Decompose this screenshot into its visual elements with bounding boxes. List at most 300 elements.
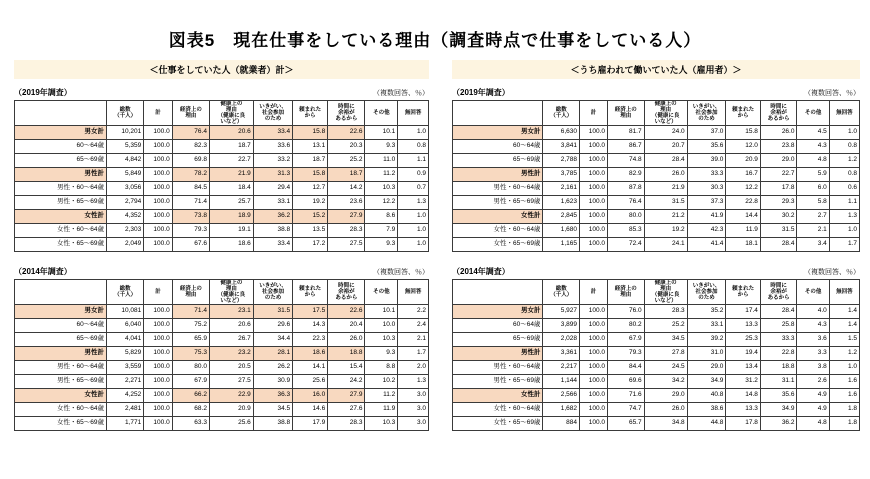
table-cell: 2,794 (107, 196, 144, 210)
table-cell: 24.0 (644, 126, 687, 140)
table-cell: 1.1 (398, 154, 429, 168)
table-cell: 1.0 (829, 126, 859, 140)
table-cell: 33.4 (253, 238, 292, 252)
table-cell: 21.2 (644, 210, 687, 224)
table-cell: 20.7 (644, 140, 687, 154)
table-cell: 13.5 (293, 224, 328, 238)
table-cell: 1.3 (398, 375, 429, 389)
table-cell: 16.7 (726, 168, 760, 182)
table-cell: 82.9 (608, 168, 645, 182)
table-row (453, 319, 860, 333)
table-cell: 1.2 (829, 154, 859, 168)
table-cell: 25.2 (328, 154, 365, 168)
table-row (15, 389, 429, 403)
table-cell: 33.4 (253, 126, 292, 140)
table-cell: 100.0 (144, 196, 172, 210)
table-cell: 3,559 (107, 361, 144, 375)
table-cell: 11.9 (365, 403, 398, 417)
table-cell: 3.0 (398, 403, 429, 417)
row-label: 男性・60～64歳 (15, 361, 107, 375)
table-cell: 100.0 (144, 168, 172, 182)
table-cell: 26.0 (644, 168, 687, 182)
table-cell: 87.8 (608, 182, 645, 196)
row-label: 女性・65～69歳 (453, 238, 543, 252)
table-cell: 4,352 (107, 210, 144, 224)
table-note: （複数回答、％） (373, 90, 429, 97)
table-cell: 28.4 (644, 154, 687, 168)
table-cell: 4.9 (797, 403, 829, 417)
table-row (15, 375, 429, 389)
table-cell: 100.0 (144, 417, 172, 431)
table-note: （複数回答、％） (804, 269, 860, 277)
column-header: 無回答 (398, 101, 429, 126)
table-cell: 73.8 (172, 210, 209, 224)
table-row (453, 417, 860, 431)
table-cell: 100.0 (580, 319, 608, 333)
table-cell: 26.0 (328, 333, 365, 347)
table-cell: 31.5 (644, 196, 687, 210)
table-cell: 8.6 (365, 210, 398, 224)
table-cell: 75.3 (172, 347, 209, 361)
table-cell: 30.2 (760, 210, 797, 224)
table-cell: 100.0 (144, 154, 172, 168)
table-cell: 18.7 (209, 140, 253, 154)
table-cell: 100.0 (580, 126, 608, 140)
row-label: 男性・65～69歳 (453, 375, 543, 389)
table-cell: 36.2 (253, 210, 292, 224)
table-cell: 10.1 (365, 305, 398, 319)
table-cell: 67.9 (172, 375, 209, 389)
table-cell: 100.0 (144, 305, 172, 319)
table-cell: 71.6 (608, 389, 645, 403)
column-header: 総数 （千人） (107, 101, 144, 126)
column-header: 頼まれた から (293, 101, 328, 126)
table-cell: 17.8 (726, 417, 760, 431)
table-cell: 76.0 (608, 305, 645, 319)
column-header: 時間に 余裕が あるから (328, 101, 365, 126)
table-cell: 100.0 (144, 319, 172, 333)
column-header: 計 (580, 280, 608, 305)
column-header (453, 280, 543, 305)
table-cell: 11.0 (365, 154, 398, 168)
row-label: 男性計 (15, 168, 107, 182)
row-label: 65～69歳 (453, 333, 543, 347)
table-cell: 33.6 (253, 140, 292, 154)
row-label: 60～64歳 (15, 140, 107, 154)
table-row (453, 333, 860, 347)
table-cell: 4,842 (107, 154, 144, 168)
table-cell: 22.6 (328, 305, 365, 319)
table-cell: 2.4 (398, 319, 429, 333)
table-cell: 20.5 (209, 361, 253, 375)
table-row (15, 403, 429, 417)
table-cell: 100.0 (580, 403, 608, 417)
table-cell: 1.4 (829, 305, 859, 319)
table-cell: 100.0 (144, 140, 172, 154)
table-cell: 6.0 (797, 182, 829, 196)
row-label: 女性・65～69歳 (15, 417, 107, 431)
table-cell: 11.2 (365, 168, 398, 182)
table-cell: 1.6 (829, 375, 859, 389)
column-header: 無回答 (829, 101, 859, 126)
left-column (14, 60, 429, 431)
column-header: 計 (144, 101, 172, 126)
table-cell: 28.4 (760, 305, 797, 319)
table-cell: 34.5 (644, 333, 687, 347)
table-cell: 1.0 (398, 210, 429, 224)
table-cell: 1.0 (829, 361, 859, 375)
table-cell: 31.2 (726, 375, 760, 389)
table-cell: 1.0 (829, 224, 859, 238)
table-cell: 1.2 (829, 347, 859, 361)
block-spacer (14, 252, 429, 264)
table-cell: 80.2 (608, 319, 645, 333)
table-cell: 7.9 (365, 224, 398, 238)
table-cell: 31.0 (687, 347, 726, 361)
table-cell: 100.0 (580, 168, 608, 182)
column-header: いきがい、 社会参加 のため (687, 101, 726, 126)
table-cell: 67.9 (608, 333, 645, 347)
row-label: 女性・65～69歳 (453, 417, 543, 431)
table-cell: 34.9 (687, 375, 726, 389)
table-cell: 1,623 (543, 196, 580, 210)
table-cell: 38.8 (253, 224, 292, 238)
table-cell: 27.5 (328, 238, 365, 252)
column-header: 無回答 (829, 280, 859, 305)
table-cell: 100.0 (144, 224, 172, 238)
row-label: 男女計 (453, 305, 543, 319)
right-column (452, 60, 860, 431)
table-cell: 12.0 (726, 140, 760, 154)
table-cell: 27.8 (644, 347, 687, 361)
table-cell: 35.2 (687, 305, 726, 319)
table-cell: 0.8 (398, 140, 429, 154)
row-label: 女性・65～69歳 (15, 238, 107, 252)
table-cell: 13.3 (726, 403, 760, 417)
block-spacer (452, 252, 860, 264)
table-cell: 23.1 (209, 305, 253, 319)
table-cell: 41.4 (687, 238, 726, 252)
column-header: いきがい、 社会参加 のため (253, 101, 292, 126)
table-row (15, 140, 429, 154)
table-cell: 33.3 (687, 168, 726, 182)
row-label: 65～69歳 (15, 154, 107, 168)
table-cell: 24.1 (644, 238, 687, 252)
table-row (15, 126, 429, 140)
table-cell: 1.7 (398, 347, 429, 361)
table-cell: 78.2 (172, 168, 209, 182)
table-cell: 74.7 (608, 403, 645, 417)
column-header: 時間に 余裕が あるから (328, 280, 365, 305)
table-cell: 28.3 (644, 305, 687, 319)
table-cell: 22.8 (726, 196, 760, 210)
table-cell: 3.4 (797, 238, 829, 252)
data-table (452, 279, 860, 431)
column-header: その他 (365, 101, 398, 126)
table-cell: 2,161 (543, 182, 580, 196)
row-label: 男女計 (15, 305, 107, 319)
table-note: （複数回答、％） (373, 269, 429, 277)
table-cell: 11.2 (365, 389, 398, 403)
table-cell: 2.1 (797, 224, 829, 238)
table-cell: 22.8 (760, 347, 797, 361)
column-header: 経済上の 理由 (608, 101, 645, 126)
table-cell: 28.4 (760, 238, 797, 252)
left-section-band: ＜仕事をしていた人（就業者）計＞ (14, 60, 429, 79)
table-cell: 12.2 (726, 182, 760, 196)
table-cell: 14.2 (328, 182, 365, 196)
table-cell: 2,049 (107, 238, 144, 252)
table-block (14, 85, 429, 252)
table-cell: 2,217 (543, 361, 580, 375)
table-cell: 15.8 (293, 168, 328, 182)
table-cell: 1.3 (829, 210, 859, 224)
table-cell: 38.6 (687, 403, 726, 417)
table-cell: 75.2 (172, 319, 209, 333)
table-cell: 4,041 (107, 333, 144, 347)
table-cell: 1.5 (829, 333, 859, 347)
table-cell: 33.3 (760, 333, 797, 347)
table-cell: 37.3 (687, 196, 726, 210)
table-cell: 4.8 (797, 417, 829, 431)
table-cell: 10.2 (365, 375, 398, 389)
table-caption-row (452, 85, 860, 100)
table-cell: 28.1 (253, 347, 292, 361)
page-title: 図表5 現在仕事をしている理由（調査時点で仕事をしている人） (168, 31, 702, 50)
table-row (453, 140, 860, 154)
table-cell: 100.0 (144, 361, 172, 375)
table-cell: 22.6 (328, 126, 365, 140)
table-cell: 1,680 (543, 224, 580, 238)
table-cell: 84.4 (608, 361, 645, 375)
column-header: 経済上の 理由 (608, 280, 645, 305)
table-cell: 20.4 (328, 319, 365, 333)
table-cell: 29.3 (760, 196, 797, 210)
table-cell: 100.0 (144, 347, 172, 361)
table-cell: 26.7 (209, 333, 253, 347)
table-cell: 76.4 (172, 126, 209, 140)
table-header-row (453, 101, 860, 126)
table-row (453, 196, 860, 210)
table-cell: 20.6 (209, 126, 253, 140)
column-header (15, 101, 107, 126)
table-cell: 4.3 (797, 140, 829, 154)
table-cell: 14.3 (293, 319, 328, 333)
table-cell: 41.9 (687, 210, 726, 224)
table-cell: 36.2 (760, 417, 797, 431)
table-cell: 27.6 (328, 403, 365, 417)
table-cell: 0.7 (398, 182, 429, 196)
row-label: 男性・60～64歳 (453, 361, 543, 375)
table-row (453, 168, 860, 182)
table-cell: 72.4 (608, 238, 645, 252)
table-cell: 25.3 (726, 333, 760, 347)
table-row (453, 305, 860, 319)
table-cell: 30.3 (687, 182, 726, 196)
table-cell: 884 (543, 417, 580, 431)
table-cell: 100.0 (144, 210, 172, 224)
row-label: 女性計 (15, 389, 107, 403)
data-table (14, 279, 429, 431)
table-cell: 1.4 (829, 319, 859, 333)
table-cell: 14.6 (293, 403, 328, 417)
data-table (452, 100, 860, 252)
survey-year-label: （2014年調査） (14, 267, 72, 277)
table-row (15, 224, 429, 238)
table-cell: 5,359 (107, 140, 144, 154)
table-cell: 22.9 (209, 389, 253, 403)
table-cell: 17.9 (293, 417, 328, 431)
table-note: （複数回答、％） (804, 90, 860, 97)
table-cell: 100.0 (580, 305, 608, 319)
table-row (15, 210, 429, 224)
table-cell: 18.8 (328, 347, 365, 361)
table-row (453, 375, 860, 389)
table-cell: 4.8 (797, 154, 829, 168)
table-row (453, 347, 860, 361)
table-cell: 4,252 (107, 389, 144, 403)
table-cell: 26.0 (760, 126, 797, 140)
row-label: 65～69歳 (15, 333, 107, 347)
table-cell: 84.5 (172, 182, 209, 196)
table-cell: 0.6 (829, 182, 859, 196)
table-cell: 100.0 (580, 417, 608, 431)
table-cell: 0.8 (829, 168, 859, 182)
data-table (14, 100, 429, 252)
table-cell: 100.0 (580, 224, 608, 238)
table-cell: 80.0 (172, 361, 209, 375)
table-cell: 33.1 (253, 196, 292, 210)
row-label: 女性計 (453, 210, 543, 224)
table-cell: 2.2 (398, 305, 429, 319)
table-cell: 68.2 (172, 403, 209, 417)
table-cell: 3,899 (543, 319, 580, 333)
table-caption-row (14, 264, 429, 279)
table-block (14, 264, 429, 431)
table-cell: 14.1 (293, 361, 328, 375)
table-cell: 17.8 (760, 182, 797, 196)
table-cell: 12.7 (293, 182, 328, 196)
table-cell: 10,081 (107, 305, 144, 319)
table-cell: 1,165 (543, 238, 580, 252)
table-cell: 4.9 (797, 389, 829, 403)
table-cell: 67.6 (172, 238, 209, 252)
table-cell: 6,630 (543, 126, 580, 140)
table-cell: 16.0 (293, 389, 328, 403)
column-header: 頼まれた から (293, 280, 328, 305)
table-cell: 21.9 (644, 182, 687, 196)
table-cell: 19.2 (293, 196, 328, 210)
table-cell: 20.9 (209, 403, 253, 417)
table-cell: 10.3 (365, 417, 398, 431)
column-header: 健康上の 理由 （健康に良 いなど） (209, 101, 253, 126)
table-cell: 3,841 (543, 140, 580, 154)
table-row (15, 196, 429, 210)
table-cell: 9.3 (365, 347, 398, 361)
table-cell: 1.1 (829, 196, 859, 210)
table-cell: 1,144 (543, 375, 580, 389)
table-cell: 3,056 (107, 182, 144, 196)
table-cell: 65.9 (172, 333, 209, 347)
survey-year-label: （2019年調査） (14, 88, 72, 97)
table-cell: 9.3 (365, 140, 398, 154)
table-row (15, 333, 429, 347)
table-cell: 18.7 (293, 154, 328, 168)
table-cell: 4.3 (797, 319, 829, 333)
table-cell: 3,785 (543, 168, 580, 182)
table-cell: 39.2 (687, 333, 726, 347)
table-cell: 100.0 (580, 333, 608, 347)
table-cell: 2.7 (797, 210, 829, 224)
table-cell: 39.0 (687, 154, 726, 168)
table-cell: 40.8 (687, 389, 726, 403)
right-section-band: ＜うち雇われて働いていた人（雇用者）＞ (452, 60, 860, 79)
table-cell: 38.8 (253, 417, 292, 431)
column-header: 計 (580, 101, 608, 126)
table-cell: 20.3 (328, 140, 365, 154)
table-cell: 18.4 (209, 182, 253, 196)
table-cell: 20.9 (726, 154, 760, 168)
table-cell: 79.3 (172, 224, 209, 238)
table-cell: 26.0 (644, 403, 687, 417)
table-cell: 8.8 (365, 361, 398, 375)
table-cell: 100.0 (144, 403, 172, 417)
table-header-row (453, 280, 860, 305)
table-cell: 28.3 (328, 417, 365, 431)
table-cell: 1.8 (829, 403, 859, 417)
table-row (453, 238, 860, 252)
table-cell: 22.3 (293, 333, 328, 347)
table-cell: 100.0 (580, 347, 608, 361)
column-header (15, 280, 107, 305)
table-cell: 10.0 (365, 319, 398, 333)
table-row (453, 154, 860, 168)
table-cell: 1.0 (398, 238, 429, 252)
table-cell: 34.4 (253, 333, 292, 347)
table-cell: 0.8 (829, 140, 859, 154)
row-label: 男性・65～69歳 (15, 375, 107, 389)
table-row (15, 168, 429, 182)
table-cell: 100.0 (144, 333, 172, 347)
table-cell: 2.6 (797, 375, 829, 389)
table-row (15, 319, 429, 333)
table-cell: 14.4 (726, 210, 760, 224)
table-cell: 80.0 (608, 210, 645, 224)
table-cell: 100.0 (580, 154, 608, 168)
table-cell: 2.0 (398, 361, 429, 375)
column-header: その他 (797, 101, 829, 126)
table-cell: 17.5 (293, 305, 328, 319)
table-cell: 2,303 (107, 224, 144, 238)
row-label: 男性・60～64歳 (15, 182, 107, 196)
left-table-blocks (14, 85, 429, 431)
table-cell: 100.0 (580, 196, 608, 210)
table-cell: 25.6 (209, 417, 253, 431)
table-cell: 76.4 (608, 196, 645, 210)
table-cell: 25.8 (760, 319, 797, 333)
table-cell: 29.0 (760, 154, 797, 168)
table-cell: 74.8 (608, 154, 645, 168)
table-row (453, 210, 860, 224)
table-row (15, 347, 429, 361)
table-cell: 5,829 (107, 347, 144, 361)
table-cell: 82.3 (172, 140, 209, 154)
table-cell: 18.7 (328, 168, 365, 182)
row-label: 男性・65～69歳 (15, 196, 107, 210)
table-cell: 34.9 (760, 403, 797, 417)
table-cell: 3.0 (398, 417, 429, 431)
table-cell: 35.6 (687, 140, 726, 154)
